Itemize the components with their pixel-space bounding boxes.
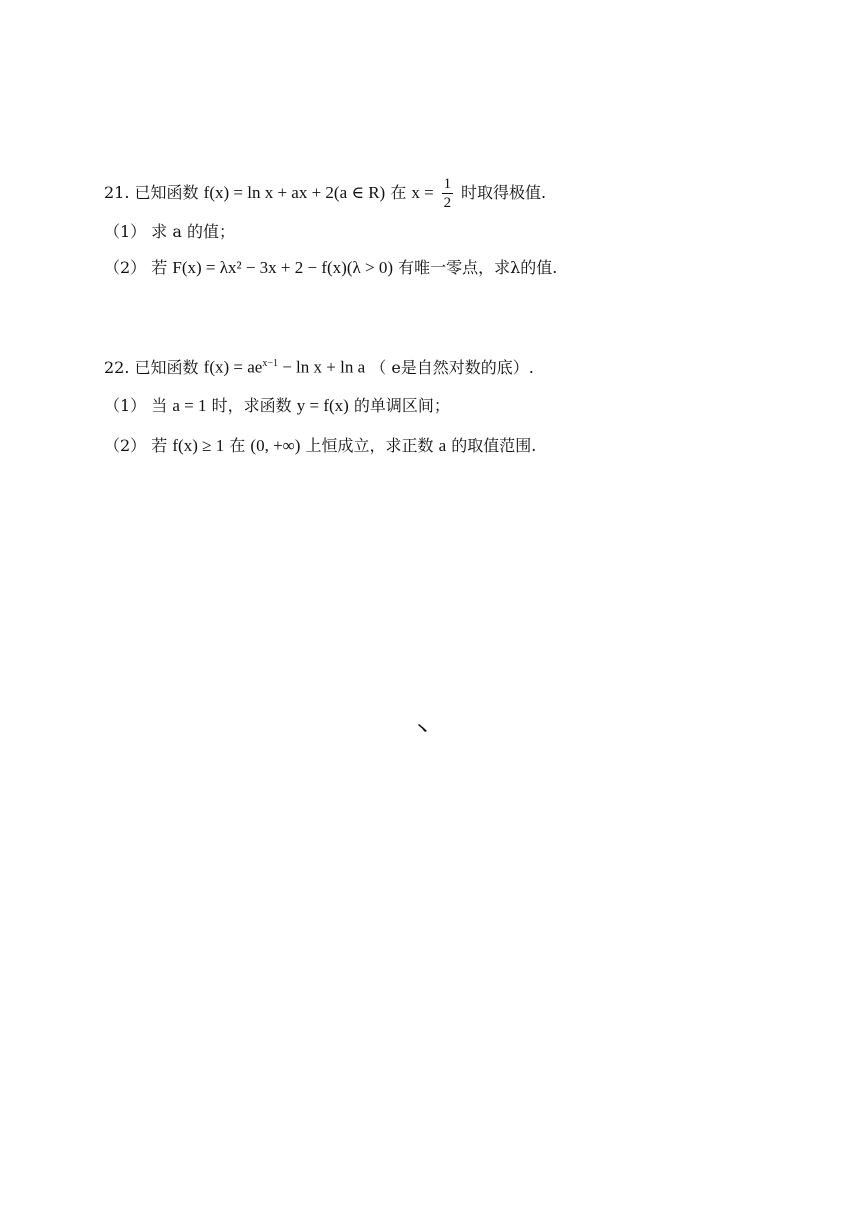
stem-text: 已知函数: [134, 357, 199, 377]
variable-a: a: [438, 436, 447, 455]
function-formula: [204, 354, 365, 378]
stem-text: （ e是自然对数的底）.: [370, 357, 534, 377]
part-text: 若: [151, 258, 168, 277]
part-text: 若: [151, 436, 168, 455]
part-text: 时，求函数: [211, 396, 292, 415]
part-text: 有唯一零点，求λ的值.: [398, 258, 558, 277]
problem-21-part-2: [104, 258, 557, 278]
function-formula: F(x) = λx² − 3x + 2 − f(x)(λ > 0): [172, 258, 393, 277]
part-text: 的单调区间；: [353, 396, 450, 415]
problem-22-part-2: [104, 436, 536, 456]
part-text: 上恒成立，求正数: [305, 436, 434, 455]
part-text: 的取值范围.: [451, 436, 537, 455]
stray-mark: [416, 722, 430, 734]
stem-text: 在: [390, 183, 407, 202]
problem-22-stem: [104, 354, 534, 378]
part-label: （1）: [104, 396, 147, 415]
function-formula: y = f(x): [296, 396, 349, 415]
part-text: 当: [151, 396, 168, 415]
part-label: （1）: [104, 222, 147, 241]
formula-main: f(x) = ae: [203, 357, 263, 377]
fraction-numerator: 1: [443, 176, 452, 192]
formula-rest: − ln x + ln a: [282, 357, 366, 377]
condition-formula: x =: [411, 183, 434, 202]
fraction-bar: [442, 193, 453, 194]
interval-formula: (0, +∞): [250, 436, 301, 455]
stem-text: 已知函数: [134, 183, 199, 202]
formula-exponent: x−1: [262, 358, 278, 369]
part-label: （2）: [104, 436, 147, 455]
condition-formula: a = 1: [172, 396, 207, 415]
function-formula: f(x) = ln x + ax + 2(a ∈ R): [203, 183, 386, 202]
problem-21-stem: [104, 176, 546, 211]
problem-21-part-1: [104, 222, 235, 242]
part-text: 在: [229, 436, 246, 455]
fraction-denominator: 2: [443, 195, 452, 211]
problem-22-part-1: [104, 396, 450, 416]
fraction: [442, 176, 453, 211]
problem-number: 22.: [104, 357, 130, 377]
part-text: 求 a 的值；: [151, 222, 235, 241]
inequality-formula: f(x) ≥ 1: [172, 436, 225, 455]
part-label: （2）: [104, 258, 147, 277]
problem-number: 21.: [104, 183, 130, 202]
stem-text: 时取得极值.: [460, 183, 547, 202]
